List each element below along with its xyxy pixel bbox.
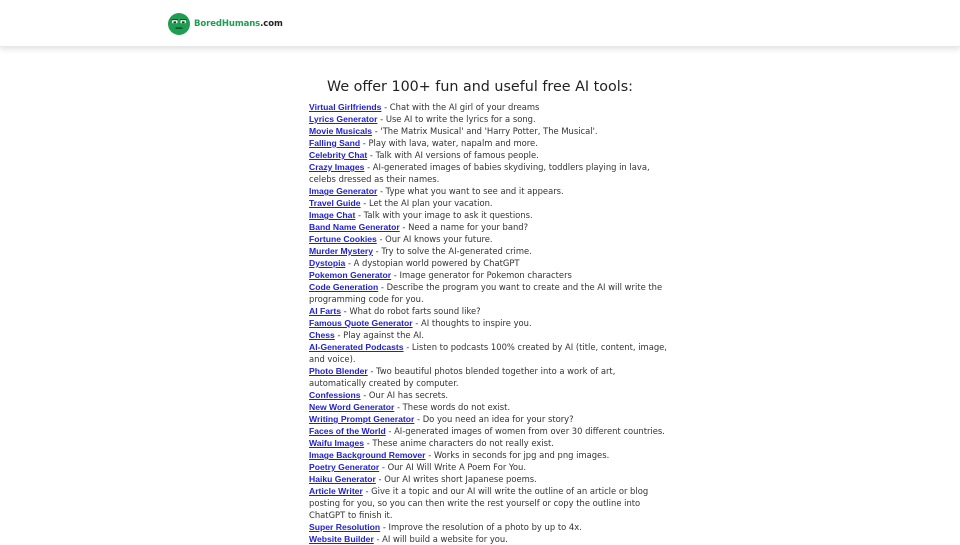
tool-link[interactable]: Haiku Generator: [309, 474, 376, 484]
tool-link[interactable]: Fortune Cookies: [309, 234, 377, 244]
tool-description: - Improve the resolution of a photo by up to 4x.: [380, 522, 582, 532]
tool-description: - Use AI to write the lyrics for a song.: [377, 114, 536, 124]
tool-link[interactable]: AI Farts: [309, 306, 341, 316]
tool-description: - Talk with your image to ask it questions.: [355, 210, 533, 220]
tool-description: - AI-generated images of women from over 30 different countries.: [385, 426, 665, 436]
tool-link[interactable]: AI-Generated Podcasts: [309, 342, 404, 352]
tool-description: - Listen to podcasts 100% created by AI (title, content, image, and voice).: [309, 342, 667, 364]
tool-list-item: [309, 449, 674, 461]
tool-link[interactable]: Faces of the World: [309, 426, 386, 436]
site-header: [0, 0, 960, 47]
tool-description: - Play with lava, water, napalm and more.: [360, 138, 538, 148]
tool-description: - Our AI writes short Japanese poems.: [375, 474, 537, 484]
tool-list-item: [309, 305, 674, 317]
tool-description: - These anime characters do not really exist.: [364, 438, 554, 448]
tool-description: - Image generator for Pokemon characters: [391, 270, 572, 280]
tool-description: - Do you need an idea for your story?: [414, 414, 574, 424]
tool-description: - A dystopian world powered by ChatGPT: [345, 258, 520, 268]
tool-description: - Need a name for your band?: [399, 222, 529, 232]
tool-list-item: [309, 269, 674, 281]
logo-link[interactable]: [168, 13, 283, 35]
bored-face-icon: [168, 13, 190, 35]
tool-description: - Two beautiful photos blended together into a work of art, automatically created by computer.: [309, 366, 616, 388]
tool-link[interactable]: Chess: [309, 330, 335, 340]
tool-list-item: [309, 101, 674, 113]
tool-list-item: [309, 521, 674, 533]
tool-list-item: [309, 221, 674, 233]
tool-link[interactable]: Murder Mystery: [309, 246, 373, 256]
tool-description: - Chat with the AI girl of your dreams: [381, 102, 540, 112]
tool-description: - What do robot farts sound like?: [341, 306, 481, 316]
tool-list-item: [309, 437, 674, 449]
tool-link[interactable]: Band Name Generator: [309, 222, 400, 232]
tool-description: - Works in seconds for jpg and png images.: [425, 450, 610, 460]
tool-list-item: [309, 425, 674, 437]
tool-description: - Try to solve the AI-generated crime.: [373, 246, 532, 256]
tool-description: - Talk with AI versions of famous people.: [367, 150, 539, 160]
logo-suffix: .com: [260, 19, 283, 29]
tool-list-item: [309, 365, 674, 389]
tool-link[interactable]: Writing Prompt Generator: [309, 414, 415, 424]
tool-list-item: [309, 185, 674, 197]
tool-list-item: [309, 137, 674, 149]
tool-link[interactable]: New Word Generator: [309, 402, 395, 412]
tool-link[interactable]: Movie Musicals: [309, 126, 373, 136]
tool-description: - Our AI knows your future.: [376, 234, 493, 244]
tool-description: - Give it a topic and our AI will write the outline of an article or blog posting for you, so you can then write the rest yourself or copy the outline into ChatGPT to finish it.: [309, 486, 649, 520]
tool-list-item: [309, 209, 674, 221]
tool-link[interactable]: Poetry Generator: [309, 462, 380, 472]
tool-description: - These words do not exist.: [394, 402, 511, 412]
tool-description: - AI will build a website for you.: [373, 534, 508, 544]
tool-list-item: [309, 113, 674, 125]
tool-list-item: [309, 233, 674, 245]
tool-description: - AI thoughts to inspire you.: [412, 318, 532, 328]
tool-list-item: [309, 389, 674, 401]
tool-link[interactable]: Virtual Girlfriends: [309, 102, 382, 112]
tool-list-item: [309, 533, 674, 545]
tool-link[interactable]: Website Builder: [309, 534, 374, 544]
tool-list-item: [309, 341, 674, 365]
tool-link[interactable]: Crazy Images: [309, 162, 365, 172]
tool-list-item: [309, 413, 674, 425]
tool-link[interactable]: Super Resolution: [309, 522, 381, 532]
tool-list-item: [309, 329, 674, 341]
tool-description: - Our AI Will Write A Poem For You.: [379, 462, 527, 472]
logo-brand: BoredHumans: [194, 19, 261, 29]
tool-link[interactable]: Dystopia: [309, 258, 346, 268]
tool-list-item: [309, 281, 674, 305]
tool-link[interactable]: Travel Guide: [309, 198, 361, 208]
tool-link[interactable]: Lyrics Generator: [309, 114, 378, 124]
tool-link[interactable]: Photo Blender: [309, 366, 368, 376]
tool-list-item: [309, 473, 674, 485]
tool-list-item: [309, 245, 674, 257]
tool-description: - AI-generated images of babies skydiving, toddlers playing in lava, celebs dressed as their names.: [309, 162, 650, 184]
tool-description: - Our AI has secrets.: [360, 390, 449, 400]
tool-list-item: [309, 485, 674, 521]
tool-link[interactable]: Falling Sand: [309, 138, 361, 148]
tool-link[interactable]: Waifu Images: [309, 438, 365, 448]
tool-link[interactable]: Image Background Remover: [309, 450, 426, 460]
tool-description: - Describe the program you want to create and the AI will write the programming code for you.: [309, 282, 663, 304]
tool-link[interactable]: Article Writer: [309, 486, 363, 496]
tool-link[interactable]: Pokemon Generator: [309, 270, 392, 280]
tool-list-item: [309, 125, 674, 137]
tool-link[interactable]: Celebrity Chat: [309, 150, 368, 160]
main-content: [0, 46, 960, 544]
tool-list-item: [309, 317, 674, 329]
tool-link[interactable]: Code Generation: [309, 282, 379, 292]
tool-list-item: [309, 461, 674, 473]
tool-description: - Play against the AI.: [334, 330, 425, 340]
tools-list: [309, 101, 674, 545]
tool-link[interactable]: Image Generator: [309, 186, 378, 196]
page-title: We offer 100+ fun and useful free AI tools:: [327, 79, 633, 95]
tool-list-item: [309, 257, 674, 269]
tool-description: - Type what you want to see and it appears.: [377, 186, 564, 196]
tool-list-item: [309, 197, 674, 209]
tool-list-item: [309, 401, 674, 413]
tool-description: - 'The Matrix Musical' and 'Harry Potter, The Musical'.: [372, 126, 598, 136]
tool-list-item: [309, 161, 674, 185]
tool-link[interactable]: Confessions: [309, 390, 361, 400]
logo-wordmark: [194, 19, 283, 29]
tool-link[interactable]: Image Chat: [309, 210, 356, 220]
tool-link[interactable]: Famous Quote Generator: [309, 318, 413, 328]
tool-description: - Let the AI plan your vacation.: [360, 198, 493, 208]
tool-list-item: [309, 149, 674, 161]
